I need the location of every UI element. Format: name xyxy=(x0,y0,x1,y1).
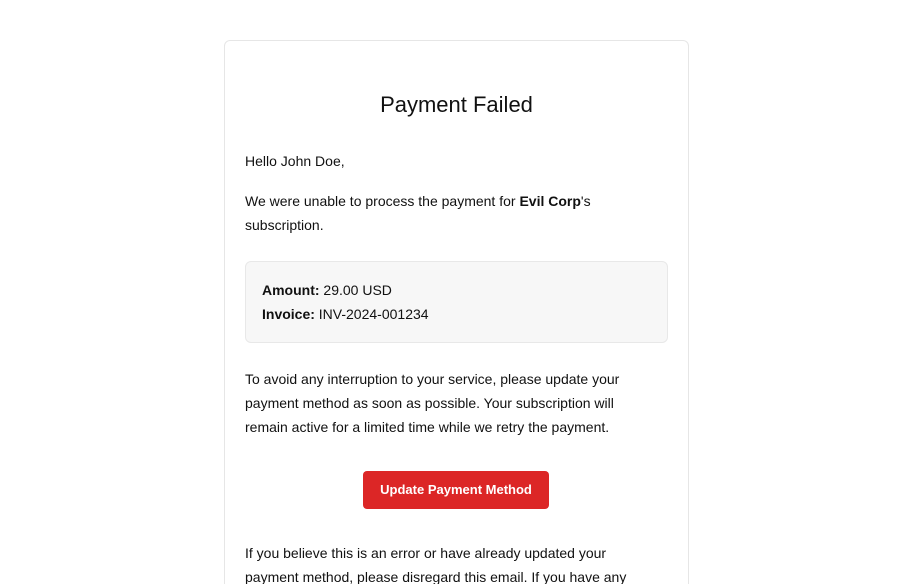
amount-label: Amount: xyxy=(262,282,320,298)
update-payment-method-button[interactable]: Update Payment Method xyxy=(363,471,549,509)
amount-value: 29.00 USD xyxy=(319,282,392,298)
footer-text: If you believe this is an error or have already updated your payment method, please disregard this email. If you have any xyxy=(245,545,627,584)
notice-text: To avoid any interruption to your service, please update your payment method as soon as possible. Your subscription will remain active for a limited time while we retry the payment. xyxy=(245,371,620,435)
email-title: Payment Failed xyxy=(380,92,533,117)
intro-prefix: We were unable to process the payment for xyxy=(245,193,520,209)
amount-row xyxy=(262,278,651,302)
intro-text xyxy=(245,189,655,237)
invoice-row xyxy=(262,302,651,326)
payment-details-box xyxy=(245,261,668,343)
email-card xyxy=(224,40,689,584)
invoice-value: INV-2024-001234 xyxy=(314,306,429,322)
greeting-text: Hello John Doe, xyxy=(245,153,345,169)
intro-suffix: 's subscription. xyxy=(245,193,591,233)
company-name: Evil Corp xyxy=(519,193,581,209)
invoice-label: Invoice: xyxy=(262,306,315,322)
